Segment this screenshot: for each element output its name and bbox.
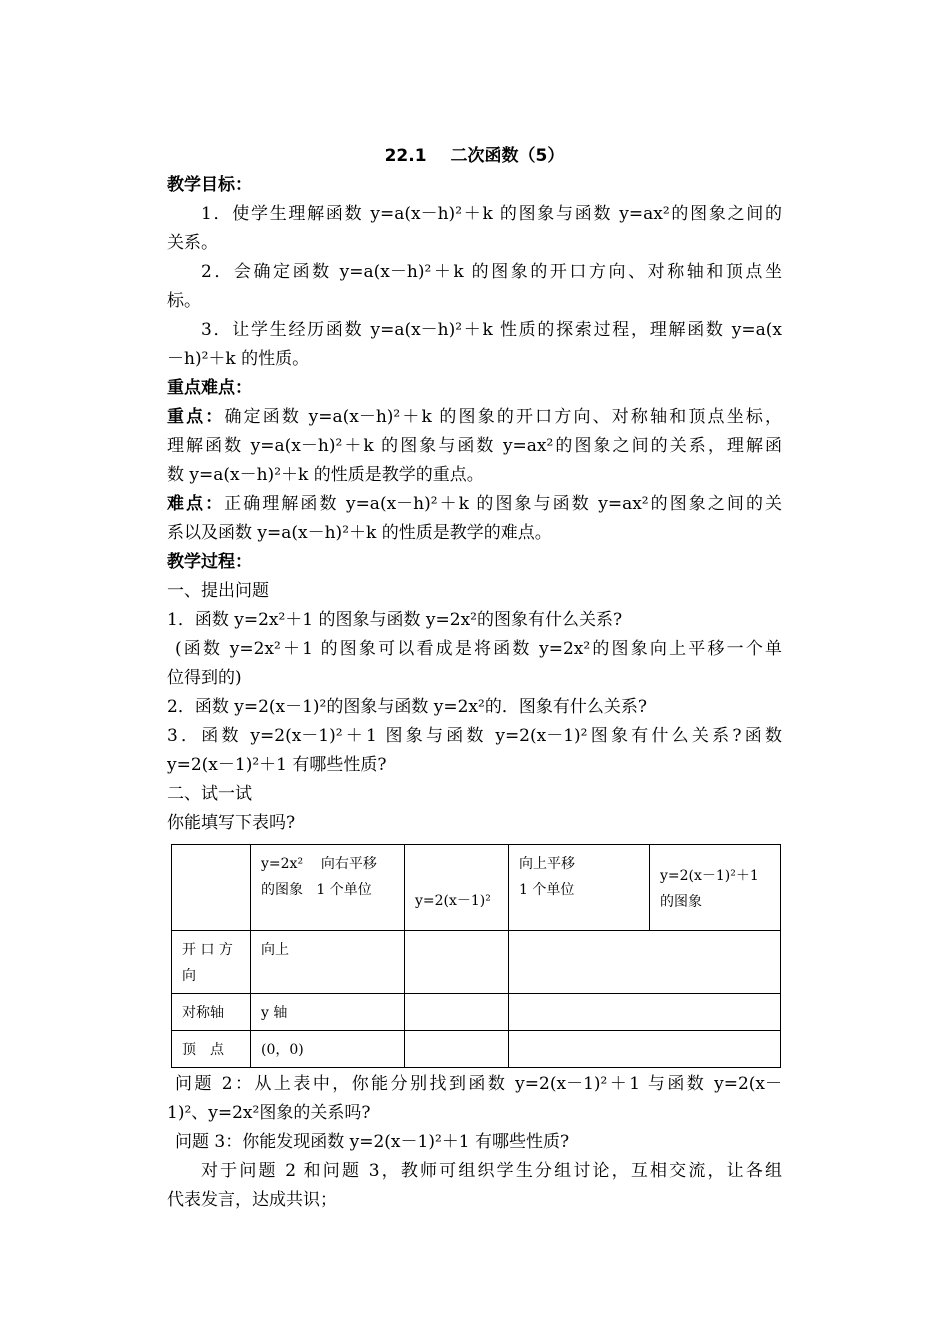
objective-3-line-2: －h)²＋k 的性质。 xyxy=(167,349,310,369)
teacher-note-line-1: 对于问题 2 和问题 3，教师可组织学生分组讨论，互相交流，让各组 xyxy=(201,1161,782,1181)
lesson-name: 二次函数（5） xyxy=(450,146,565,166)
key-text-1: 确定函数 y=a(x－h)²＋k 的图象的开口方向、对称轴和顶点坐标， xyxy=(224,407,782,427)
difficulty-text-1: 正确理解函数 y=a(x－h)²＋k 的图象与函数 y=ax²的图象之间的关 xyxy=(224,494,783,514)
h3a: 向上平移 xyxy=(519,856,575,872)
lesson-number: 22.1 xyxy=(384,146,427,166)
difficulty-line-1 xyxy=(167,490,782,519)
keypoints-heading: 重点难点： xyxy=(167,378,252,398)
table-header-cell-1 xyxy=(251,845,405,931)
question-3-line-2: y=2(x－1)²＋1 有哪些性质? xyxy=(167,755,387,775)
row-opening-blank-2[interactable] xyxy=(509,931,781,994)
row-vertex-blank-2[interactable] xyxy=(509,1031,781,1068)
objectives-heading: 教学目标： xyxy=(167,175,252,195)
h1c: 的图象 xyxy=(261,882,303,898)
objective-1-line-1: 1．使学生理解函数 y=a(x－h)²＋k 的图象与函数 y=ax²的图象之间的 xyxy=(201,204,782,224)
after-question-3: 问题 3：你能发现函数 y=2(x－1)²＋1 有哪些性质? xyxy=(175,1132,570,1152)
row-axis-blank-1[interactable] xyxy=(405,994,509,1031)
difficulty-line-2: 系以及函数 y=a(x－h)²＋k 的性质是教学的难点。 xyxy=(167,523,552,543)
row-vertex-label: 顶 点 xyxy=(172,1031,251,1068)
key-line-1 xyxy=(167,403,782,432)
h4a: y=2(x－1)²＋1 xyxy=(660,867,759,884)
table-header-cell-4 xyxy=(650,845,781,931)
table-row-axis xyxy=(172,994,781,1031)
section-1-heading: 一、提出问题 xyxy=(167,581,269,601)
after-question-2-line-1: 问题 2：从上表中，你能分别找到函数 y=2(x－1)²＋1 与函数 y=2(x－ xyxy=(175,1074,782,1094)
difficulty-label: 难点： xyxy=(167,494,225,514)
h1a: y=2x² xyxy=(261,856,304,872)
row-axis-blank-2[interactable] xyxy=(509,994,781,1031)
row-axis-label: 对称轴 xyxy=(172,994,251,1031)
objective-2-line-1: 2．会确定函数 y=a(x－h)²＋k 的图象的开口方向、对称轴和顶点坐 xyxy=(201,262,782,282)
answer-1-line-2: 位得到的) xyxy=(167,668,242,688)
fill-in-table xyxy=(171,844,781,1068)
h4b: 的图象 xyxy=(660,893,702,910)
table-header-row xyxy=(172,845,781,931)
table-header-cell-2: y=2(x－1)² xyxy=(405,845,509,931)
teacher-note-line-2: 代表发言，达成共识； xyxy=(167,1190,337,1210)
key-label: 重点： xyxy=(167,407,225,427)
key-line-2: 理解函数 y=a(x－h)²＋k 的图象与函数 y=ax²的图象之间的关系，理解函 xyxy=(167,436,782,456)
objective-2-line-2: 标。 xyxy=(167,291,201,311)
table-header-cell-3 xyxy=(509,845,650,931)
row-vertex-value: (0，0) xyxy=(251,1031,405,1068)
process-heading: 教学过程： xyxy=(167,552,252,572)
lesson-title xyxy=(167,142,782,171)
h1b: 向右平移 xyxy=(320,856,377,872)
opening-label-b: 向 xyxy=(182,968,196,984)
row-vertex-blank-1[interactable] xyxy=(405,1031,509,1068)
answer-1-line-1: (函数 y=2x²＋1 的图象可以看成是将函数 y=2x²的图象向上平移一个单 xyxy=(175,639,782,659)
objective-3-line-1: 3．让学生经历函数 y=a(x－h)²＋k 性质的探索过程，理解函数 y=a(x xyxy=(201,320,782,340)
key-line-3: 数 y=a(x－h)²＋k 的性质是教学的重点。 xyxy=(167,465,484,485)
h3b: 1 个单位 xyxy=(519,882,575,898)
document-page xyxy=(167,142,782,1215)
question-3-line-1: 3．函数 y=2(x－1)²＋1 图象与函数 y=2(x－1)²图象有什么关系?函数 xyxy=(167,726,782,746)
table-prompt: 你能填写下表吗? xyxy=(167,813,296,833)
table-row-opening xyxy=(172,931,781,994)
h1d: 1 个单位 xyxy=(316,882,372,898)
objective-1-line-2: 关系。 xyxy=(167,233,218,253)
row-axis-value: y 轴 xyxy=(251,994,405,1031)
opening-label-a: 开 口 方 xyxy=(182,942,233,958)
question-1: 1．函数 y=2x²＋1 的图象与函数 y=2x²的图象有什么关系? xyxy=(167,610,623,630)
after-question-2-line-2: 1)²、y=2x²图象的关系吗? xyxy=(167,1103,371,1123)
table-corner-cell xyxy=(172,845,251,931)
row-opening-value: 向上 xyxy=(251,931,405,994)
question-2: 2．函数 y=2(x－1)²的图象与函数 y=2x²的．图象有什么关系? xyxy=(167,697,647,717)
row-opening-blank-1[interactable] xyxy=(405,931,509,994)
section-2-heading: 二、试一试 xyxy=(167,784,252,804)
row-opening-label xyxy=(172,931,251,994)
table-row-vertex xyxy=(172,1031,781,1068)
